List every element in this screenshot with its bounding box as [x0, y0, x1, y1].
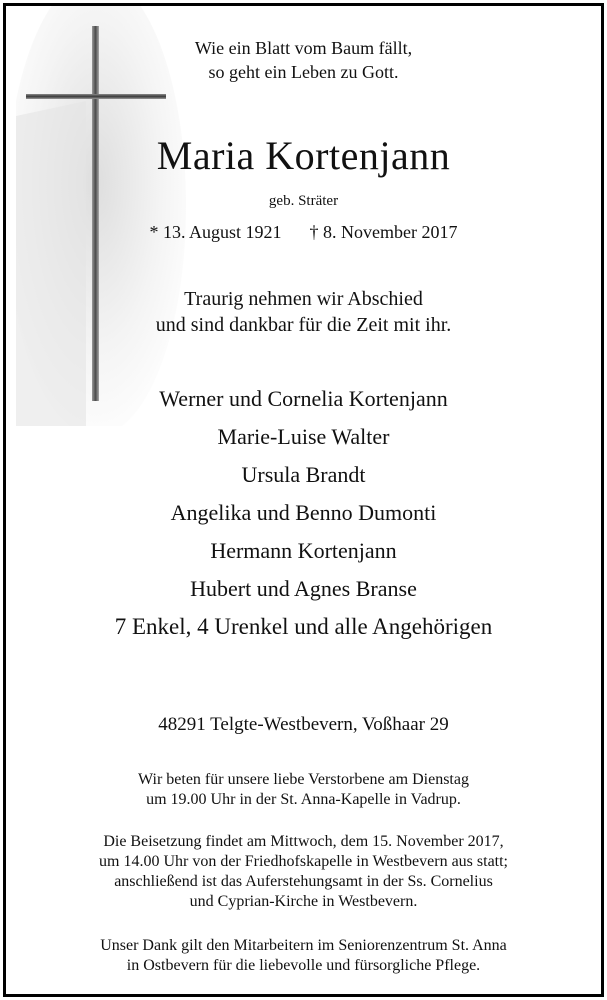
mourner: Hubert und Agnes Branse — [190, 576, 417, 601]
deceased-name: Maria Kortenjann — [156, 133, 451, 178]
motto: Wie ein Blatt vom Baum fällt, so geht ein Leben zu Gott. — [194, 38, 413, 82]
farewell-text: Traurig nehmen wir Abschied und sind dankbar für die Zeit mit ihr. — [155, 288, 452, 336]
mourner: Angelika und Benno Dumonti — [170, 500, 437, 525]
mourner: Ursula Brandt — [241, 462, 366, 487]
prayer-notice: Wir beten für unsere liebe Verstorbene am Dienstag um 19.00 Uhr in der St. Anna-Kapelle in Vadrup. — [138, 771, 469, 808]
address: 48291 Telgte-Westbevern, Voßhaar 29 — [158, 714, 449, 735]
thanks-notice: Unser Dank gilt den Mitarbeitern im Seniorenzentrum St. Anna in Ostbevern für die liebevolle und fürsorgliche Pflege. — [100, 937, 507, 974]
life-dates — [6, 222, 601, 243]
mourner: Werner und Cornelia Kortenjann — [159, 386, 448, 411]
obituary-notice — [3, 3, 604, 997]
death-date: † 8. November 2017 — [309, 222, 458, 242]
mourner: 7 Enkel, 4 Urenkel und alle Angehörigen — [114, 614, 493, 639]
birth-name: geb. Sträter — [268, 193, 339, 209]
mourner: Hermann Kortenjann — [210, 538, 397, 563]
birth-date: * 13. August 1921 — [149, 222, 282, 242]
funeral-notice: Die Beisetzung findet am Mittwoch, dem 15. November 2017, um 14.00 Uhr von der Friedhofskapelle in Westbevern aus statt; anschließend ist das Auferstehungsamt in der Ss. Cornelius und Cyprian-Kirche in Westbevern. — [99, 833, 508, 910]
mourner: Marie-Luise Walter — [217, 424, 390, 449]
mourners-list — [6, 380, 601, 646]
